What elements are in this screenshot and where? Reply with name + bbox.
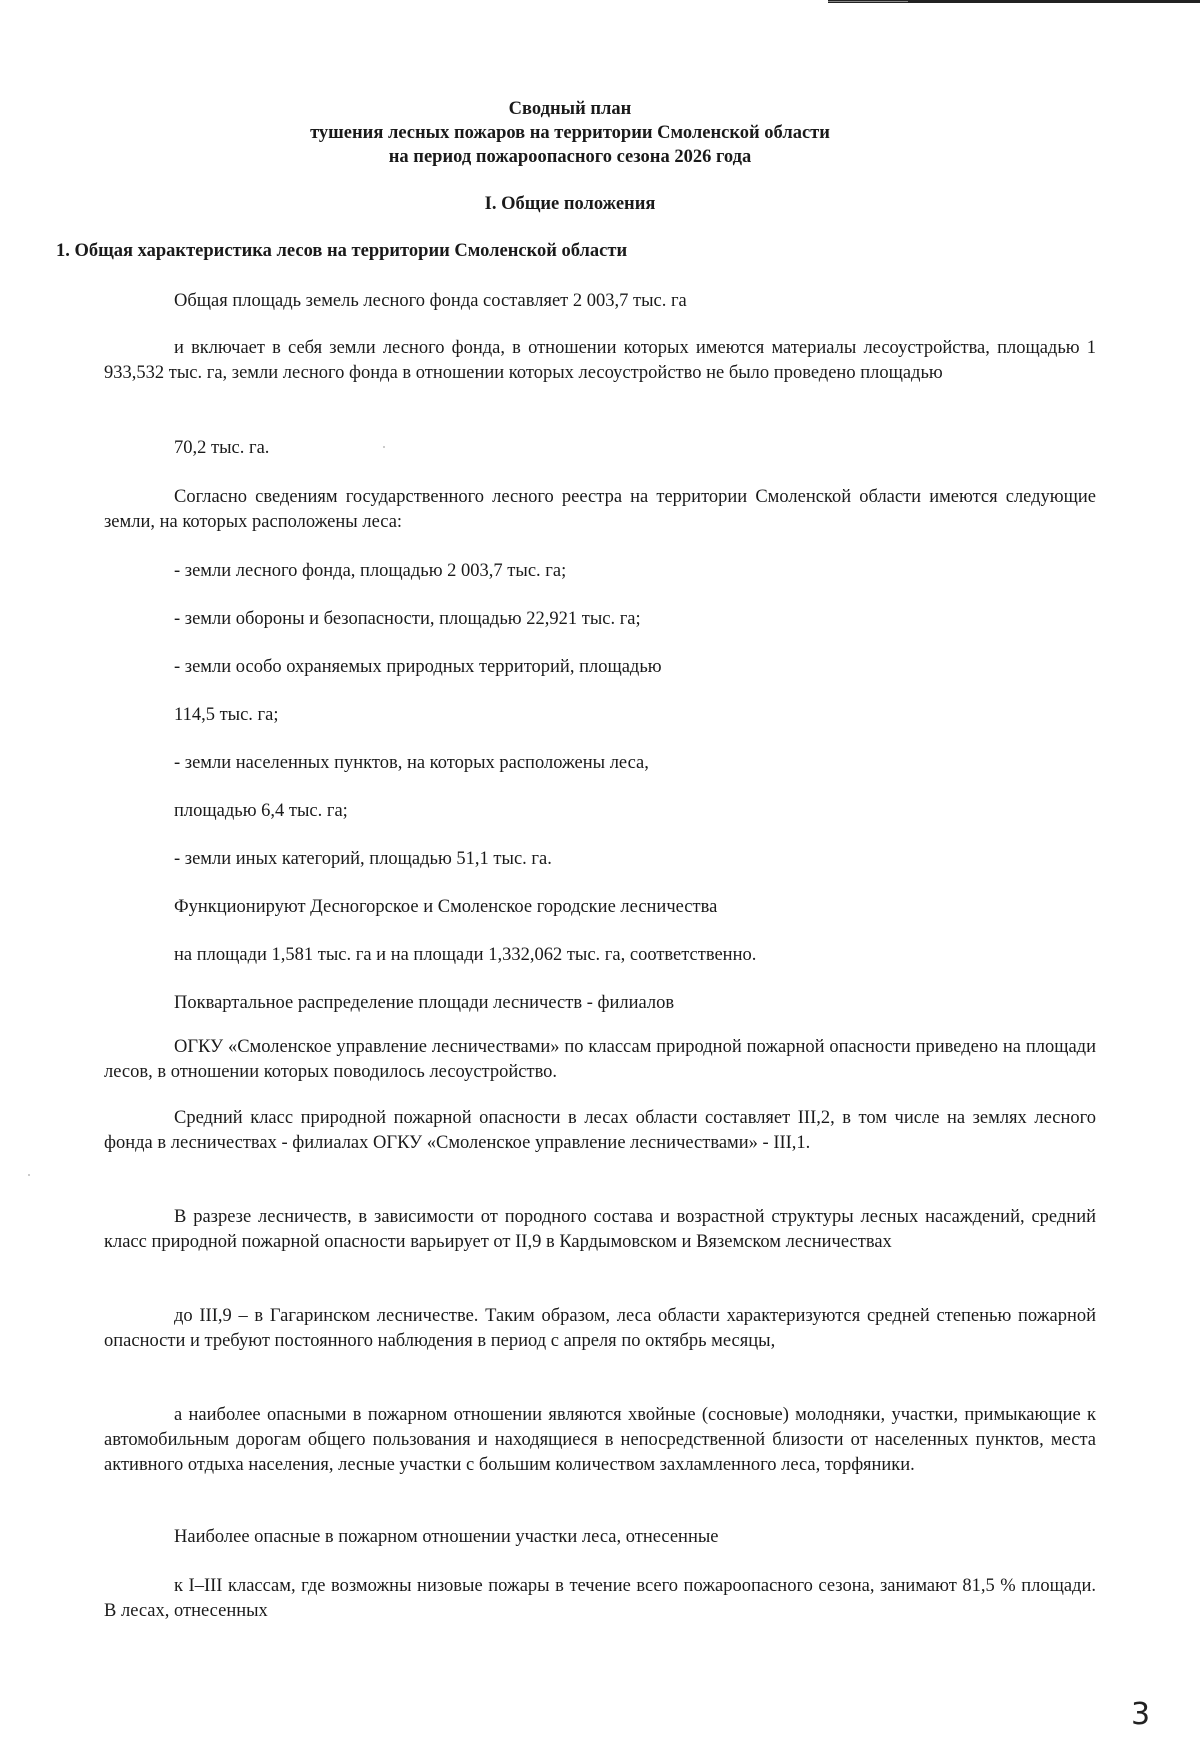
scan-edge-mark-thin bbox=[828, 1, 908, 2]
list-item-other: - земли иных категорий, площадью 51,1 тыс. га. bbox=[174, 849, 552, 869]
paragraph-area-value: 70,2 тыс. га. bbox=[174, 438, 270, 458]
list-item-forest-fund: - земли лесного фонда, площадью 2 003,7 тыс. га; bbox=[174, 561, 567, 581]
document-title bbox=[0, 97, 1140, 169]
paragraph-dangerous-areas: Наиболее опасные в пожарном отношении участки леса, отнесенные bbox=[174, 1527, 719, 1547]
paragraph-average-class: Средний класс природной пожарной опасности в лесах области составляет III,2, в том числе на землях лесного фонда в лесничествах - филиалах ОГКУ «Смоленское управление лесничествами» - III,1. bbox=[104, 1108, 1096, 1153]
paragraph-variation: В разрезе лесничеств, в зависимости от породного состава и возрастной структуры лесных насаждений, средний класс природной пожарной опасности варьирует от II,9 в Кардымовском и Вяземском лесничествах bbox=[104, 1207, 1096, 1252]
paragraph-dangerous: а наиболее опасными в пожарном отношении являются хвойные (сосновые) молодняки, участки, примыкающие к автомобильным дорогам общего пользования и находящиеся в непосредственной близости от населенных пунктов, места активного отдыха населения, лесные участки с большим количеством захламленного леса, торфяники. bbox=[104, 1405, 1096, 1475]
title-line-3: на период пожароопасного сезона 2026 года bbox=[388, 147, 752, 167]
list-item-protected: - земли особо охраняемых природных территорий, площадью bbox=[174, 657, 662, 677]
paragraph-classes: к I–III классам, где возможны низовые пожары в течение всего пожароопасного сезона, занимают 81,5 % площади. В лесах, отнесенных bbox=[104, 1576, 1096, 1621]
section-heading: I. Общие положения bbox=[484, 194, 656, 214]
paragraph-total-area: Общая площадь земель лесного фонда составляет 2 003,7 тыс. га bbox=[174, 291, 687, 311]
paragraph-forestries: Функционируют Десногорское и Смоленское городские лесничества bbox=[174, 897, 718, 917]
title-line-1: Сводный план bbox=[508, 99, 632, 119]
list-item-protected-area: 114,5 тыс. га; bbox=[174, 705, 279, 725]
paragraph-land-composition: и включает в себя земли лесного фонда, в отношении которых имеются материалы лесоустройства, площадью 1 933,532 тыс. га, земли лесного фонда в отношении которых лесоустройство не было проведено площадью bbox=[104, 338, 1096, 383]
list-item-defense: - земли обороны и безопасности, площадью 22,921 тыс. га; bbox=[174, 609, 641, 629]
paragraph-registry: Согласно сведениям государственного лесного реестра на территории Смоленской области имеются следующие земли, на которых расположены леса: bbox=[104, 487, 1096, 532]
paragraph-ogku: ОГКУ «Смоленское управление лесничествами» по классам природной пожарной опасности приведено на площади лесов, в отношении которых поводилось лесоустройство. bbox=[104, 1037, 1096, 1082]
scan-speck bbox=[28, 1174, 30, 1176]
list-item-settlements-area: площадью 6,4 тыс. га; bbox=[174, 801, 348, 821]
list-item-settlements: - земли населенных пунктов, на которых расположены леса, bbox=[174, 753, 649, 773]
page-number: 3 bbox=[1131, 1697, 1151, 1732]
subsection-heading: 1. Общая характеристика лесов на территории Смоленской области bbox=[56, 241, 628, 261]
scan-speck bbox=[383, 446, 385, 448]
paragraph-gagarin: до III,9 – в Гагаринском лесничестве. Таким образом, леса области характеризуются средней степенью пожарной опасности и требуют постоянного наблюдения в период с апреля по октябрь месяцы, bbox=[104, 1306, 1096, 1351]
paragraph-forestries-area: на площади 1,581 тыс. га и на площади 1,332,062 тыс. га, соответственно. bbox=[174, 945, 757, 965]
paragraph-distribution: Поквартальное распределение площади лесничеств - филиалов bbox=[174, 993, 675, 1013]
title-line-2: тушения лесных пожаров на территории Смоленской области bbox=[310, 123, 830, 143]
